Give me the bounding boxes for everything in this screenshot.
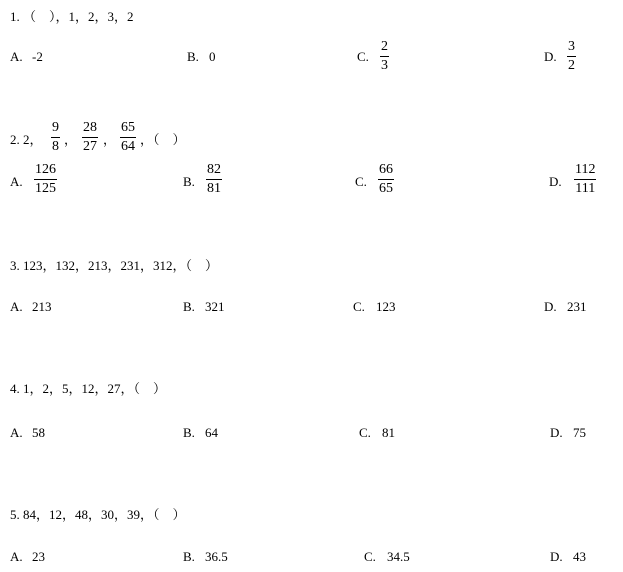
question-2-prefix: 2. 2， xyxy=(10,132,43,147)
q5-option-a-value: 23 xyxy=(32,549,45,564)
fraction-denominator: 81 xyxy=(207,181,221,196)
q2-option-c-label: C. xyxy=(355,174,367,189)
q5-option-c-label: C. xyxy=(364,549,376,564)
q4-option-a-label: A. xyxy=(10,425,23,440)
q2-option-a-label: A. xyxy=(10,174,23,189)
q2-option-d-fraction xyxy=(574,163,596,196)
q1-option-b-label: B. xyxy=(187,49,199,64)
question-4-stem: 4. 1，2，5，12，27，（ ） xyxy=(10,381,167,396)
q4-option-d-value: 75 xyxy=(573,425,586,440)
fraction-numerator: 9 xyxy=(52,120,59,135)
fraction-denominator: 64 xyxy=(121,139,135,154)
fraction-numerator: 126 xyxy=(35,162,56,177)
q3-option-b-value: 321 xyxy=(205,299,225,314)
q2-fraction-1 xyxy=(51,121,60,154)
q2-stem-tail: ，（ ） xyxy=(140,132,186,147)
q3-option-c-value: 123 xyxy=(376,299,396,314)
fraction-denominator: 111 xyxy=(575,181,596,196)
fraction-numerator: 82 xyxy=(207,162,221,177)
q2-separator-2: ， xyxy=(103,132,117,147)
q4-option-a-value: 58 xyxy=(32,425,45,440)
q4-option-c-label: C. xyxy=(359,425,371,440)
fraction-numerator: 3 xyxy=(568,39,575,54)
fraction-numerator: 2 xyxy=(381,39,388,54)
q1-option-d-label: D. xyxy=(544,49,557,64)
q3-option-a-value: 213 xyxy=(32,299,52,314)
fraction-denominator: 65 xyxy=(379,181,393,196)
q2-fraction-2 xyxy=(82,121,98,154)
q2-fraction-3 xyxy=(120,121,136,154)
q3-option-c-label: C. xyxy=(353,299,365,314)
q3-option-a-label: A. xyxy=(10,299,23,314)
fraction-denominator: 8 xyxy=(52,139,59,154)
q2-option-b-label: B. xyxy=(183,174,195,189)
question-5-stem: 5. 84，12，48，30，39，（ ） xyxy=(10,507,186,522)
q5-option-d-label: D. xyxy=(550,549,563,564)
q1-option-a-label: A. xyxy=(10,49,23,64)
q5-option-d-value: 43 xyxy=(573,549,586,564)
q4-option-b-value: 64 xyxy=(205,425,218,440)
q3-option-d-value: 231 xyxy=(567,299,587,314)
q1-option-c-fraction xyxy=(380,40,389,73)
q5-option-b-label: B. xyxy=(183,549,195,564)
q3-option-d-label: D. xyxy=(544,299,557,314)
q2-option-d-label: D. xyxy=(549,174,562,189)
fraction-numerator: 112 xyxy=(575,162,596,177)
q1-option-c-label: C. xyxy=(357,49,369,64)
q1-option-d-fraction xyxy=(567,40,576,73)
q1-option-b-value: 0 xyxy=(209,49,216,64)
fraction-numerator: 28 xyxy=(83,120,97,135)
q2-separator-1: ， xyxy=(64,132,78,147)
fraction-numerator: 65 xyxy=(121,120,135,135)
q5-option-b-value: 36.5 xyxy=(205,549,228,564)
fraction-denominator: 27 xyxy=(83,139,97,154)
q2-option-c-fraction xyxy=(378,163,394,196)
fraction-denominator: 2 xyxy=(568,58,575,73)
question-3-stem: 3. 123，132，213，231，312，（ ） xyxy=(10,258,219,273)
q2-option-a-fraction xyxy=(34,163,57,196)
fraction-numerator: 66 xyxy=(379,162,393,177)
q4-option-b-label: B. xyxy=(183,425,195,440)
fraction-denominator: 125 xyxy=(35,181,56,196)
q5-option-a-label: A. xyxy=(10,549,23,564)
q4-option-d-label: D. xyxy=(550,425,563,440)
q5-option-c-value: 34.5 xyxy=(387,549,410,564)
question-1-stem: 1. （ ），1，2，3，2 xyxy=(10,9,134,24)
fraction-denominator: 3 xyxy=(381,58,388,73)
q4-option-c-value: 81 xyxy=(382,425,395,440)
q3-option-b-label: B. xyxy=(183,299,195,314)
q2-option-b-fraction xyxy=(206,163,222,196)
q1-option-a-value: -2 xyxy=(32,49,43,64)
